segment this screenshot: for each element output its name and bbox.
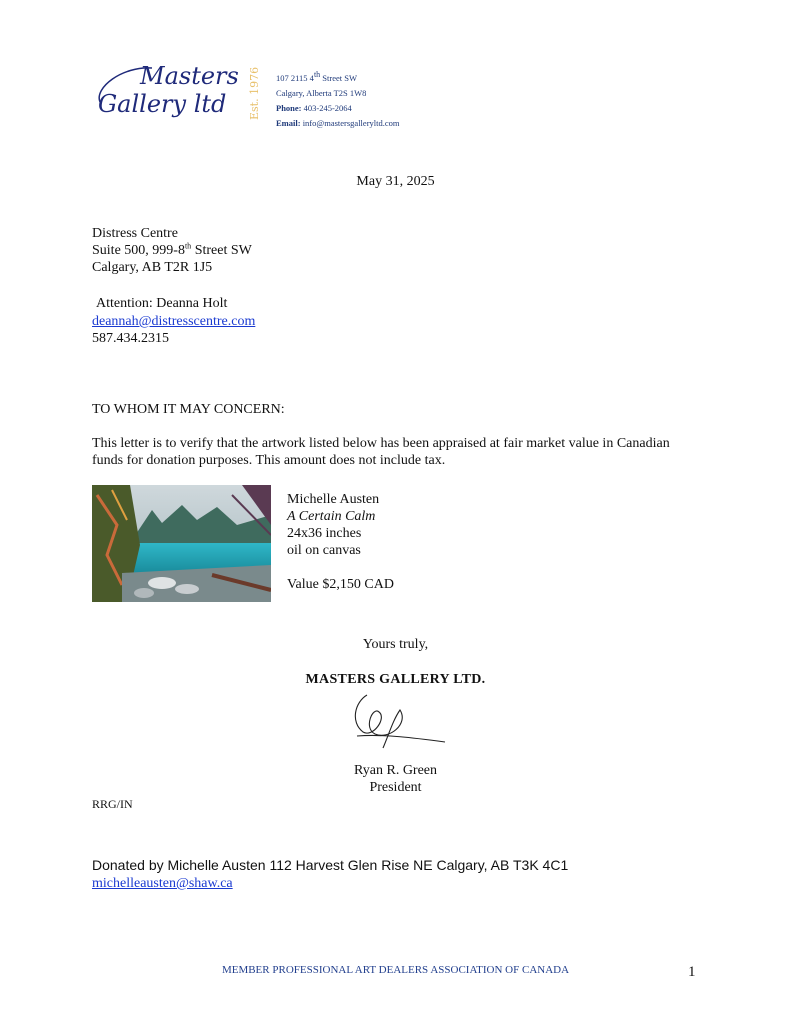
signer-name: Ryan R. Green (353, 763, 438, 778)
recipient-email-link[interactable]: deannah@distresscentre.com (92, 314, 256, 329)
signer-title: President (369, 780, 422, 795)
logo-line2: Gallery ltd (98, 90, 227, 118)
footer-association: MEMBER PROFESSIONAL ART DEALERS ASSOCIATION OF CANADA (221, 964, 570, 976)
gallery-contact (276, 71, 400, 131)
gallery-logo-graphic (92, 58, 267, 128)
reference-initials: RRG/IN (92, 797, 133, 811)
salutation: TO WHOM IT MAY CONCERN: (92, 402, 285, 417)
recipient-city: Calgary, AB T2R 1J5 (92, 260, 213, 275)
letter-date: May 31, 2025 (356, 174, 435, 189)
gallery-address-line2: Calgary, Alberta T2S 1W8 (276, 88, 367, 98)
artwork-artist: Michelle Austen (287, 492, 380, 507)
valediction: Yours truly, (362, 637, 429, 652)
gallery-address-line1: 107 2115 4th Street SW (276, 70, 357, 83)
page-number: 1 (688, 964, 696, 980)
artwork-size: 24x36 inches (287, 526, 362, 541)
body-line-1: This letter is to verify that the artwork listed below has been appraised at fair market value in Canadian (92, 436, 670, 451)
gallery-phone: Phone: 403-245-2064 (276, 103, 352, 113)
artwork-medium: oil on canvas (287, 543, 361, 558)
artwork-details (287, 491, 394, 593)
body-line-2: funds for donation purposes. This amount does not include tax. (92, 453, 446, 468)
artwork-title: A Certain Calm (287, 509, 376, 524)
recipient-name: Distress Centre (92, 226, 178, 241)
gallery-logo (92, 58, 267, 128)
donor-email-link[interactable]: michelleausten@shaw.ca (92, 876, 233, 891)
artwork-value: Value $2,150 CAD (287, 577, 394, 592)
recipient-block (92, 225, 252, 276)
signature-graphic (345, 690, 450, 755)
artwork-painting (92, 485, 271, 602)
logo-est: Est. 1976 (248, 66, 261, 120)
donor-email[interactable] (92, 875, 233, 892)
letter-body (92, 435, 670, 469)
gallery-email: Email: info@mastersgalleryltd.com (276, 118, 400, 128)
recipient-address: Suite 500, 999-8th Street SW (92, 241, 252, 258)
attention-line: Attention: Deanna Holt (96, 296, 228, 311)
signature (345, 690, 450, 755)
logo-line1: Masters (140, 62, 239, 90)
artwork-image (92, 485, 271, 602)
donor-line: Donated by Michelle Austen 112 Harvest Glen Rise NE Calgary, AB T3K 4C1 (92, 857, 569, 873)
company-name: MASTERS GALLERY LTD. (305, 672, 486, 687)
recipient-phone: 587.434.2315 (92, 331, 169, 346)
recipient-email[interactable] (92, 313, 255, 330)
